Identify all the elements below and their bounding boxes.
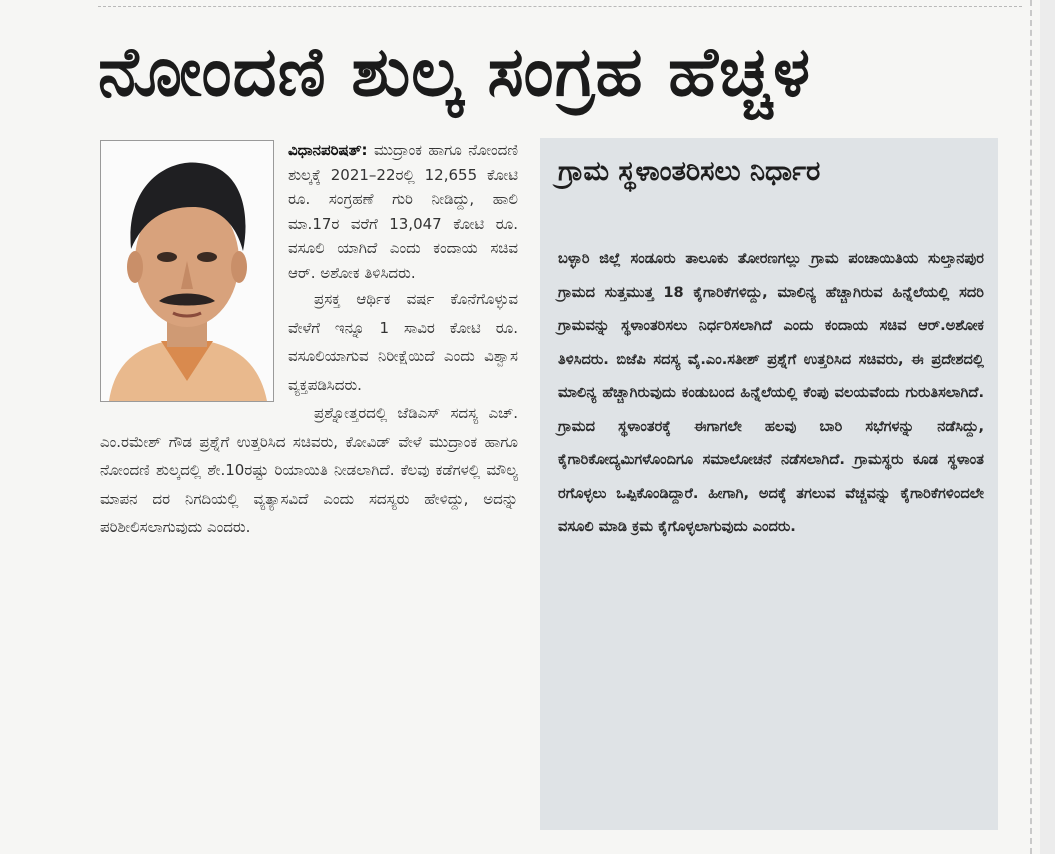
dateline: ವಿಧಾನಪರಿಷತ್: [288, 141, 368, 159]
column-divider [1030, 0, 1032, 854]
story-paragraph-2: ಪ್ರಶ್ನೋತ್ತರದಲ್ಲಿ ಜೆಡಿಎಸ್ ಸದಸ್ಯ ಎಚ್. ಎಂ.ರಮೇಶ್ ಗೌಡ ಪ್ರಶ್ನೆಗೆ ಉತ್ತರಿಸಿದ ಸಚಿವರು, ಕೋವಿಡ್ ವೇಳೆ ಮುದ್ರಾಂಕ ಹಾಗೂ ನೋಂದಣಿ ಶುಲ್ಕದಲ್ಲಿ ಶೇ.10ರಷ್ಟು ರಿಯಾಯಿತಿ ನೀಡಲಾಗಿದೆ. ಕೆಲವು ಕಡೆಗಳಲ್ಲಿ ಮೌಲ್ಯ ಮಾಪನ ದರ ನಿಗದಿಯಲ್ಲಿ ವ್ಯತ್ಯಾಸವಿದೆ ಎಂದು ಸದಸ್ಯರು ಹೇಳಿದ್ದು, ಅದನ್ನು ಪರಿಶೀಲಿಸಲಾಗುವುದು ಎಂದರು. [100, 404, 518, 536]
top-divider [98, 6, 1022, 7]
side-box [540, 138, 998, 830]
headline: ನೋಂದಣಿ ಶುಲ್ಕ ಸಂಗ್ರಹ ಹೆಚ್ಚಳ [98, 33, 812, 112]
story-paragraph-1: ಪ್ರಸಕ್ತ ಆರ್ಥಿಕ ವರ್ಷ ಕೊನೆಗೊಳ್ಳುವ ವೇಳೆಗೆ ಇನ್ನೂ 1 ಸಾವಿರ ಕೋಟಿ ರೂ. ವಸೂಲಿಯಾಗುವ ನಿರೀಕ್ಷೆಯಿದೆ ಎಂದು ವಿಶ್ವಾಸ ವ್ಯಕ್ತಪಡಿಸಿದರು. [288, 290, 518, 394]
adjacent-column-edge [1040, 0, 1055, 854]
side-box-title: ಗ್ರಾಮ ಸ್ಥಳಾಂತರಿಸಲು ನಿರ್ಧಾರ [558, 156, 821, 187]
minister-photo [100, 140, 274, 402]
lead-text: ಮುದ್ರಾಂಕ ಹಾಗೂ ನೋಂದಣಿ ಶುಲ್ಕಕ್ಕೆ 2021–22ರಲ್ಲಿ 12,655 ಕೋಟಿ ರೂ. ಸಂಗ್ರಹಣೆ ಗುರಿ ನೀಡಿದ್ದು, ಹಾಲಿ ಮಾ.17ರ ವರೆಗೆ 13,047 ಕೋಟಿ ರೂ. ವಸೂಲಿ ಯಾಗಿದೆ ಎಂದು ಕಂದಾಯ ಸಚಿವ ಆರ್. ಅಶೋಕ ತಿಳಿಸಿದರು. [288, 141, 518, 282]
main-story [100, 138, 518, 542]
portrait-image [101, 141, 273, 401]
side-box-body: ಬಳ್ಳಾರಿ ಜಿಲ್ಲೆ ಸಂಡೂರು ತಾಲೂಕು ತೋರಣಗಲ್ಲು ಗ್ರಾಮ ಪಂಚಾಯಿತಿಯ ಸುಲ್ತಾನಪುರ ಗ್ರಾಮದ ಸುತ್ತಮುತ್ತ 18 ಕೈಗಾರಿಕೆಗಳಿದ್ದು, ಮಾಲಿನ್ಯ ಹೆಚ್ಚಾಗಿರುವ ಹಿನ್ನೆಲೆಯಲ್ಲಿ ಸದರಿ ಗ್ರಾಮವನ್ನು ಸ್ಥಳಾಂತರಿಸಲು ನಿರ್ಧರಿಸಲಾಗಿದೆ ಎಂದು ಕಂದಾಯ ಸಚಿವ ಆರ್.ಅಶೋಕ ತಿಳಿಸಿದರು. ಬಿಜೆಪಿ ಸದಸ್ಯ ವೈ.ಎಂ.ಸತೀಶ್ ಪ್ರಶ್ನೆಗೆ ಉತ್ತರಿಸಿದ ಸಚಿವರು, ಈ ಪ್ರದೇಶದಲ್ಲಿ ಮಾಲಿನ್ಯ ಹೆಚ್ಚಾಗಿರುವುದು ಕಂಡುಬಂದ ಹಿನ್ನೆಲೆಯಲ್ಲಿ ಕೆಂಪು ವಲಯವೆಂದು ಗುರುತಿಸಲಾಗಿದೆ. ಗ್ರಾಮದ ಸ್ಥಳಾಂತರಕ್ಕೆ ಈಗಾಗಲೇ ಹಲವು ಬಾರಿ ಸಭೆಗಳನ್ನು ನಡೆಸಿದ್ದು, ಕೈಗಾರಿಕೋದ್ಯಮಿಗಳೊಂದಿಗೂ ಸಮಾಲೋಚನೆ ನಡೆಸಲಾಗಿದೆ. ಗ್ರಾಮಸ್ಥರು ಕೂಡ ಸ್ಥಳಾಂತ ರಗೊಳ್ಳಲು ಒಪ್ಪಿಕೊಂಡಿದ್ದಾರೆ. ಹೀಗಾಗಿ, ಅದಕ್ಕೆ ತಗಲುವ ವೆಚ್ಚವನ್ನು ಕೈಗಾರಿಕೆಗಳಿಂದಲೇ ವಸೂಲಿ ಮಾಡಿ ಕ್ರಮ ಕೈಗೊಳ್ಳಲಾಗುವುದು ಎಂದರು. [558, 250, 984, 535]
